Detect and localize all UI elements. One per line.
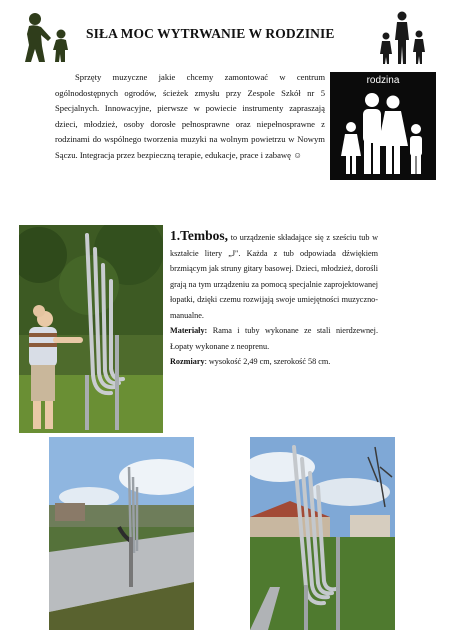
dimensions-label: Rozmiary [170,357,205,366]
tembos-on-path-photo [49,437,194,630]
family-label: rodzina [366,75,400,86]
children-playing-tembos-photo [19,225,163,433]
dimensions-text: : wysokość 2,49 cm, szerokość 58 cm. [204,357,331,366]
tembos-in-garden-photo [250,437,395,630]
article-tembos [170,228,378,370]
page-title: SIŁA MOC WYTRWANIE W RODZINIE [86,26,335,41]
article-heading: 1.Tembos, [170,228,229,243]
materials-text: Rama i tuby wykonane ze stali nierdzewnej. Łopaty wykonane z neoprenu. [170,326,378,351]
family-silhouette-icon [378,10,430,66]
family-pictogram-icon [330,72,436,180]
walking-adult-with-child-icon [15,12,77,64]
materials-label: Materiały: [170,326,208,335]
article-body: to urządzenie składające się z sześciu tub w kształcie litery „J". Każda z tub odpowiada dźwiękiem brzmiącym jak struny gitary basowej. Dzieci, młodzież, dorośli grają na tym urządzeniu za pomocą specjalnie zaprojektowanej łopatki, dzięki czemu rozwijają swoje umiejętności muzyczno-manualne. [170,233,378,320]
intro-paragraph: Sprzęty muzyczne jakie chcemy zamontować w centrum ogólnodostępnych ogrodów, ścieżek zmysłu przy Zespole Szkół nr 5 Specjalnych. Innowacyjne, pierwsze w powiecie instrumenty zapraszają dzieci, młodzież, osoby dorosłe pełnosprawne oraz niepełnosprawne z rodzinami do wspólnego tworzenia muzyki na wolnym powietrzu w Nowym Sączu. Integracja przez bezpieczną terapie, edukacje, prace i zabawę ☺ [55,72,325,160]
family-pictogram-box [330,72,436,180]
